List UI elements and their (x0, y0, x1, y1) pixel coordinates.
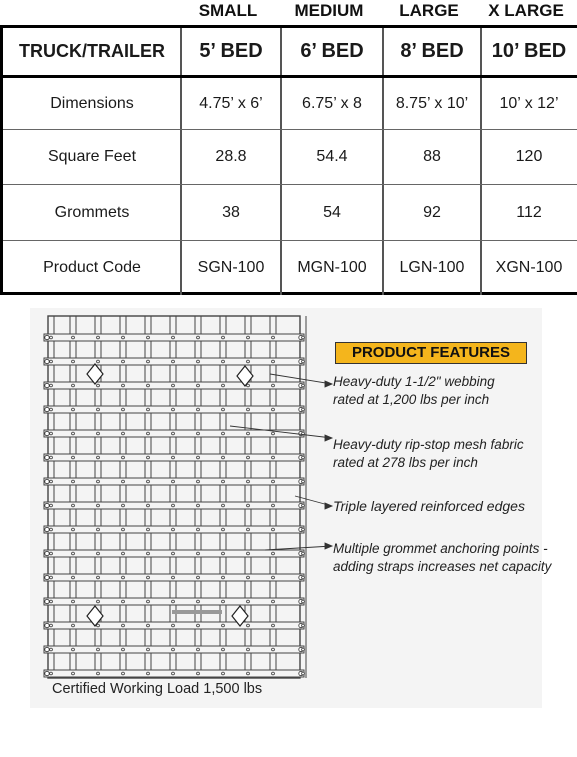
net-grommet (122, 528, 125, 531)
table-cell: MGN-100 (297, 259, 367, 276)
table-row (3, 130, 577, 185)
net-grommet (50, 408, 53, 411)
table-cell: SGN-100 (197, 259, 265, 276)
net-grommet (197, 672, 200, 675)
net-grommet (147, 480, 150, 483)
net-tag (172, 610, 222, 614)
net-grommet (122, 624, 125, 627)
feature-line: Multiple grommet anchoring points - (333, 541, 548, 556)
net-grommet (122, 432, 125, 435)
net-grommet (197, 336, 200, 339)
product-features-badge: PRODUCT FEATURES (335, 342, 527, 364)
callout-arrowhead (325, 381, 332, 387)
table-cell: 4.75’ x 6’ (199, 94, 263, 112)
net-grommet (197, 432, 200, 435)
net-grommet (50, 672, 53, 675)
net-grommet (302, 624, 305, 627)
header-truck-trailer: TRUCK/TRAILER (19, 41, 165, 61)
row-label: Square Feet (47, 148, 137, 165)
net-grommet (172, 504, 175, 507)
net-grommet (50, 648, 53, 651)
net-grommet (222, 672, 225, 675)
net-grommet (50, 384, 53, 387)
net-grommet (197, 456, 200, 459)
net-grommet (172, 648, 175, 651)
net-grommet (247, 408, 250, 411)
net-grommet (197, 600, 200, 603)
callout-arrowhead (325, 543, 332, 549)
net-grommet (197, 384, 200, 387)
net-grommet (197, 624, 200, 627)
net-grommet (45, 671, 49, 675)
net-grommet (302, 384, 305, 387)
net-grommet (272, 576, 275, 579)
net-grommet (247, 648, 250, 651)
net-grommet (50, 528, 53, 531)
net-grommet (172, 384, 175, 387)
net-grommet (272, 600, 275, 603)
net-grommet (302, 456, 305, 459)
net-grommet (97, 528, 100, 531)
net-grommet (147, 336, 150, 339)
callout-arrowhead (325, 435, 332, 441)
table-cell: 54.4 (316, 148, 348, 165)
net-grommet (97, 432, 100, 435)
net-grommet (302, 648, 305, 651)
net-grommet (147, 432, 150, 435)
net-grommet (302, 576, 305, 579)
net-grommet (45, 407, 49, 411)
net-grommet (302, 480, 305, 483)
row-label: Product Code (43, 259, 141, 276)
net-grommet (97, 576, 100, 579)
working-load-caption: Certified Working Load 1,500 lbs (52, 681, 263, 697)
net-grommet (122, 600, 125, 603)
size-large: LARGE (399, 1, 459, 20)
net-grommet (147, 528, 150, 531)
table-cell: 92 (423, 203, 441, 221)
net-grommet (45, 575, 49, 579)
net-grommet (45, 527, 49, 531)
feature-line: rated at 1,200 lbs per inch (333, 392, 490, 407)
net-grommet (45, 359, 49, 363)
net-grommet (247, 336, 250, 339)
spec-table (0, 25, 577, 295)
net-grommet (72, 432, 75, 435)
row-label: Grommets (54, 203, 130, 221)
feature-line: Heavy-duty rip-stop mesh fabric (333, 437, 524, 452)
header-10-bed: 10’ BED (491, 40, 567, 62)
net-grommet (172, 672, 175, 675)
net-grommet (272, 480, 275, 483)
net-grommet (172, 552, 175, 555)
net-grommet (247, 456, 250, 459)
net-grommet (97, 600, 100, 603)
net-grommet (222, 456, 225, 459)
net-grommet (122, 648, 125, 651)
net-grommet (197, 552, 200, 555)
net-grommet (302, 408, 305, 411)
net-grommet (147, 456, 150, 459)
table-cell: 54 (323, 203, 341, 221)
net-grommet (72, 504, 75, 507)
net-grommet (97, 648, 100, 651)
net-grommet (172, 456, 175, 459)
net-grommet (272, 336, 275, 339)
net-grommet (222, 648, 225, 651)
net-grommet (302, 360, 305, 363)
net-grommet (172, 432, 175, 435)
table-cell: LGN-100 (399, 259, 465, 276)
net-grommet (97, 480, 100, 483)
header-6-bed: 6’ BED (300, 40, 364, 62)
callout-arrowhead (325, 503, 332, 509)
net-grommet (122, 576, 125, 579)
net-grommet (172, 624, 175, 627)
feature-line: Triple layered reinforced edges (333, 498, 525, 514)
net-grommet (122, 384, 125, 387)
net-grommet (72, 336, 75, 339)
net-grommet (222, 336, 225, 339)
net-grommet (197, 576, 200, 579)
feature-grommets (333, 540, 551, 576)
table-header-row (3, 28, 577, 78)
net-grommet (172, 336, 175, 339)
net-grommet (222, 600, 225, 603)
net-grommet (45, 503, 49, 507)
net-grommet (272, 672, 275, 675)
net-grommet (72, 648, 75, 651)
net-grommet (222, 360, 225, 363)
feature-line: rated at 278 lbs per inch (333, 455, 478, 470)
net-grommet (272, 360, 275, 363)
net-grommet (97, 624, 100, 627)
net-grommet (50, 504, 53, 507)
net-grommet (172, 408, 175, 411)
size-labels (0, 0, 577, 22)
table-cell: XGN-100 (495, 259, 563, 276)
table-cell: 120 (515, 148, 543, 165)
net-grommet (247, 600, 250, 603)
net-grommet (247, 576, 250, 579)
net-grommet (272, 504, 275, 507)
net-grommet (272, 552, 275, 555)
net-grommet (72, 552, 75, 555)
net-grommet (197, 360, 200, 363)
feature-webbing (333, 373, 495, 409)
net-grommet (147, 600, 150, 603)
net-grommet (122, 408, 125, 411)
net-grommet (45, 479, 49, 483)
net-grommet (147, 552, 150, 555)
net-grommet (197, 648, 200, 651)
net-grommet (222, 504, 225, 507)
net-grommet (272, 384, 275, 387)
feature-edges (333, 497, 525, 515)
table-cell: 88 (423, 148, 441, 165)
net-grommet (172, 360, 175, 363)
callout-leader (265, 546, 332, 550)
net-grommet (147, 360, 150, 363)
table-cell: 6.75’ x 8 (302, 94, 362, 112)
feature-mesh-fabric (333, 436, 524, 472)
net-grommet (147, 384, 150, 387)
net-grommet (50, 480, 53, 483)
net-grommet (172, 480, 175, 483)
net-grommet (72, 360, 75, 363)
net-grommet (97, 360, 100, 363)
header-8-bed: 8’ BED (400, 40, 464, 62)
net-grommet (45, 431, 49, 435)
net-grommet (147, 624, 150, 627)
net-grommet (50, 624, 53, 627)
net-grommet (147, 576, 150, 579)
net-grommet (197, 480, 200, 483)
row-label: Dimensions (50, 94, 134, 112)
net-grommet (172, 600, 175, 603)
net-grommet (72, 672, 75, 675)
net-grommet (50, 360, 53, 363)
net-grommet (50, 336, 53, 339)
net-grommet (72, 576, 75, 579)
net-grommet (147, 408, 150, 411)
net-grommet (222, 480, 225, 483)
net-grommet (147, 648, 150, 651)
feature-line: adding straps increases net capacity (333, 559, 552, 574)
net-grommet (50, 600, 53, 603)
net-grommet (222, 408, 225, 411)
net-grommet (247, 360, 250, 363)
net-grommet (272, 528, 275, 531)
net-grommet (272, 408, 275, 411)
net-grommet (302, 528, 305, 531)
net-grommet (97, 456, 100, 459)
net-grommet (222, 432, 225, 435)
net-grommet (72, 528, 75, 531)
net-grommet (272, 432, 275, 435)
table-row (3, 241, 577, 295)
net-grommet (72, 456, 75, 459)
net-grommet (197, 528, 200, 531)
table-cell: 38 (222, 203, 240, 221)
net-grommet (302, 336, 305, 339)
net-grommet (97, 336, 100, 339)
net-grommet (45, 599, 49, 603)
net-grommet (72, 408, 75, 411)
net-grommet (247, 528, 250, 531)
size-small: SMALL (198, 1, 258, 20)
net-grommet (45, 383, 49, 387)
net-grommet (45, 551, 49, 555)
net-grommet (122, 336, 125, 339)
net-grommet (147, 504, 150, 507)
net-grommet (122, 360, 125, 363)
net-grommet (45, 647, 49, 651)
net-grommet (97, 552, 100, 555)
net-grommet (172, 528, 175, 531)
net-grommet (147, 672, 150, 675)
net-grommet (247, 672, 250, 675)
net-grommet (247, 384, 250, 387)
net-grommet (50, 576, 53, 579)
net-grommet (122, 552, 125, 555)
table-cell: 8.75’ x 10’ (395, 94, 469, 112)
table-cell: 28.8 (215, 148, 247, 165)
net-grommet (122, 480, 125, 483)
net-grommet (247, 504, 250, 507)
net-grommet (50, 432, 53, 435)
header-5-bed: 5’ BED (199, 40, 263, 62)
net-grommet (222, 624, 225, 627)
feature-line: Heavy-duty 1-1/2" webbing (333, 374, 495, 389)
net-grommet (122, 504, 125, 507)
net-grommet (272, 648, 275, 651)
net-grommet (197, 504, 200, 507)
net-grommet (222, 528, 225, 531)
net-grommet (302, 600, 305, 603)
net-grommet (222, 552, 225, 555)
size-medium: MEDIUM (294, 1, 364, 20)
net-grommet (272, 456, 275, 459)
size-xlarge: X LARGE (488, 1, 564, 20)
net-grommet (72, 384, 75, 387)
net-grommet (45, 335, 49, 339)
net-grommet (50, 456, 53, 459)
net-grommet (222, 576, 225, 579)
net-grommet (272, 624, 275, 627)
net-grommet (72, 480, 75, 483)
table-cell: 10’ x 12’ (499, 94, 559, 112)
table-row (3, 78, 577, 130)
table-row (3, 185, 577, 241)
net-grommet (302, 552, 305, 555)
net-grommet (247, 432, 250, 435)
net-grommet (122, 672, 125, 675)
net-grommet (72, 624, 75, 627)
net-grommet (247, 552, 250, 555)
table-cell: 112 (516, 203, 542, 221)
net-grommet (247, 480, 250, 483)
net-grommet (172, 576, 175, 579)
net-grommet (302, 504, 305, 507)
net-grommet (122, 456, 125, 459)
net-grommet (45, 455, 49, 459)
net-grommet (302, 672, 305, 675)
net-grommet (97, 408, 100, 411)
net-grommet (97, 384, 100, 387)
net-grommet (97, 504, 100, 507)
net-grommet (45, 623, 49, 627)
net-grommet (247, 624, 250, 627)
net-grommet (197, 408, 200, 411)
net-grommet (72, 600, 75, 603)
net-grommet (50, 552, 53, 555)
net-grommet (222, 384, 225, 387)
net-grommet (97, 672, 100, 675)
